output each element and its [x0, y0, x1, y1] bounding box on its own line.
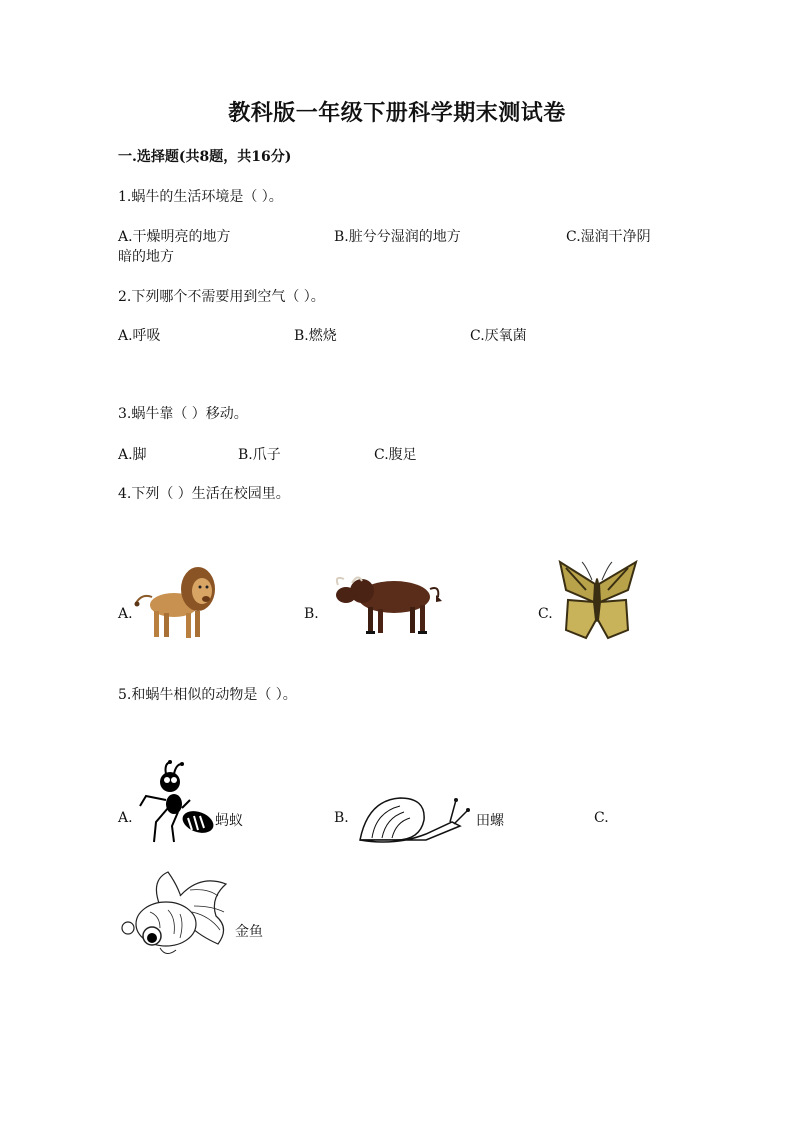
question-5-stem: 5.和蜗牛相似的动物是（ ）。 — [118, 687, 297, 703]
question-2-option-b: B.燃烧 — [294, 328, 337, 344]
question-1-option-a: A.干燥明亮的地方 — [118, 229, 231, 245]
question-2-stem: 2.下列哪个不需要用到空气（ ）。 — [118, 289, 325, 305]
question-4-option-a: A. — [118, 606, 133, 622]
question-1-option-b: B.脏兮兮湿润的地方 — [334, 229, 461, 245]
question-3-option-c: C.腹足 — [374, 447, 417, 463]
goldfish-icon — [120, 866, 232, 958]
question-4-stem: 4.下列（ ）生活在校园里。 — [118, 486, 290, 502]
question-1-option-c: C.湿润干净阴 — [566, 229, 651, 245]
question-5-option-a: A. — [118, 810, 133, 826]
ant-icon — [138, 760, 216, 844]
question-3-stem: 3.蜗牛靠（ ）移动。 — [118, 406, 248, 422]
bull-icon — [332, 571, 446, 637]
question-5-option-c: C. — [594, 810, 609, 826]
question-4-option-b: B. — [304, 606, 319, 622]
question-5-option-b: B. — [334, 810, 349, 826]
snail-icon — [356, 790, 472, 846]
page-title: 教科版一年级下册科学期末测试卷 — [228, 100, 566, 126]
question-4-option-c: C. — [538, 606, 553, 622]
question-3-option-a: A.脚 — [118, 447, 147, 463]
question-5-caption-a: 蚂蚁 — [215, 813, 243, 829]
question-2-option-c: C.厌氧菌 — [470, 328, 527, 344]
lion-icon — [134, 563, 218, 643]
question-1-stem: 1.蜗牛的生活环境是（ ）。 — [118, 189, 283, 205]
question-5-caption-b: 田螺 — [476, 813, 504, 829]
question-2-option-a: A.呼吸 — [118, 328, 161, 344]
question-5-caption-c: 金鱼 — [235, 924, 263, 940]
question-1-option-c-wrap: 暗的地方 — [118, 249, 174, 265]
butterfly-icon — [556, 560, 638, 642]
question-3-option-b: B.爪子 — [238, 447, 281, 463]
section-heading: 一.选择题(共8题，共16分) — [118, 149, 292, 165]
